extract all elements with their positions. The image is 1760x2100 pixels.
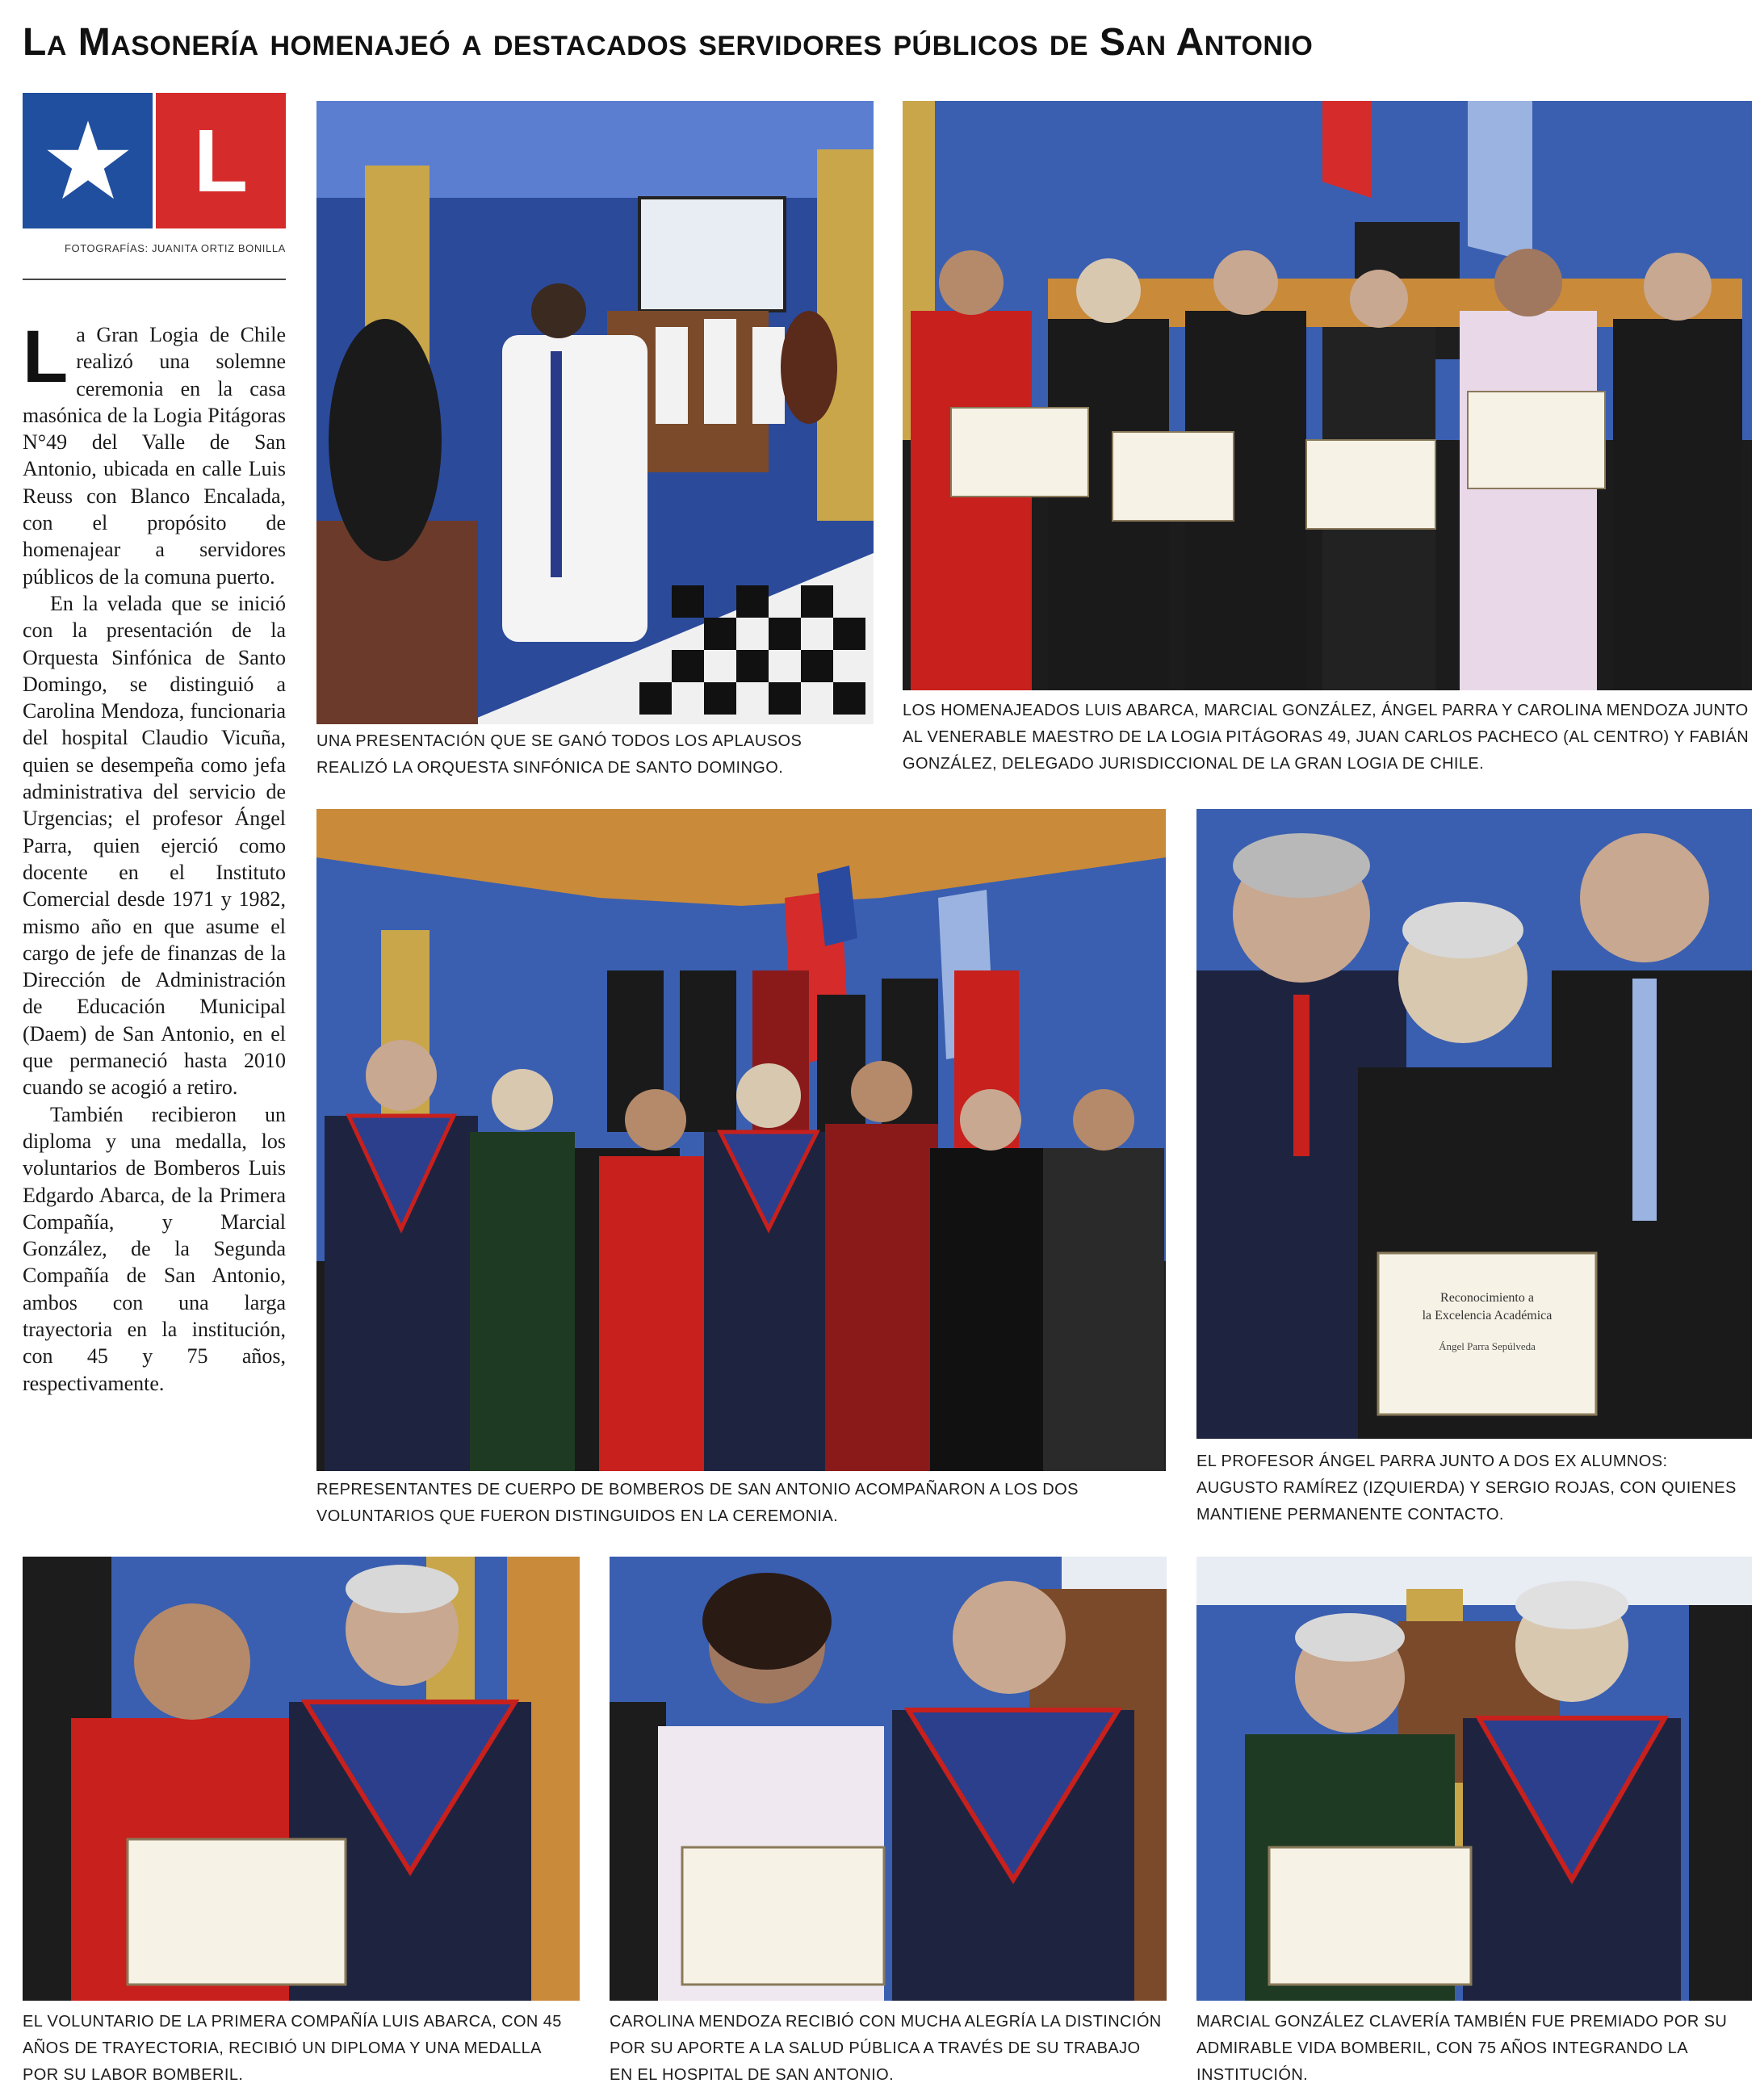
divider: [23, 279, 286, 280]
photo-gonzalez: [1196, 1557, 1752, 2001]
paragraph-3: También recibieron un diploma y una medalla, los voluntarios de Bomberos Luis Edgardo Abarca, de la Primera Compañía, y Marcial González, de la Segunda Compañía de San Antonio, ambos con una larga trayectoria en la institución, con 45 y 75 años, respectivamente.: [23, 1102, 286, 1395]
photo-honorees: [903, 101, 1752, 690]
article-body: [23, 316, 286, 1397]
caption-abarca: EL VOLUNTARIO DE LA PRIMERA COMPAÑÍA LUIS ABARCA, CON 45 AÑOS DE TRAYECTORIA, RECIBIÓ UN DIPLOMA Y UNA MEDALLA POR SU LABOR BOMBERIL.: [23, 2013, 562, 2084]
paragraph-2: En la velada que se inició con la presentación de la Orquesta Sinfónica de Santo Domingo, se distinguió a Carolina Mendoza, funcionaria del hospital Claudio Vicuña, quien se desempeña como jefa administrativa del servicio de Urgencias; el profesor Ángel Parra, quien ejerció como docente en el Instituto Comercial desde 1971 y 1982, mismo año en que asume el cargo de jefe de finanzas de la Dirección de Administración de Educación Municipal (Daem) de San Antonio, en el que permaneció hasta 2010 cuando se acogió a retiro.: [23, 591, 286, 1100]
caption-firefighters: REPRESENTANTES DE CUERPO DE BOMBEROS DE SAN ANTONIO ACOMPAÑARON A LOS DOS VOLUNTARIOS QUE FUERON DISTINGUIDOS EN LA CEREMONIA.: [316, 1481, 1079, 1525]
caption-parra: EL PROFESOR ÁNGEL PARRA JUNTO A DOS EX ALUMNOS: AUGUSTO RAMÍREZ (IZQUIERDA) Y SERGIO ROJAS, CON QUIENES MANTIENE PERMANENTE CONTACTO.: [1196, 1452, 1737, 1524]
diploma-title-line1: Reconocimiento a: [1440, 1291, 1534, 1305]
photo-mendoza: [610, 1557, 1167, 2001]
photo-firefighters: [316, 809, 1166, 1471]
photo-orchestra: [316, 101, 874, 724]
drop-cap: L: [23, 316, 69, 398]
diploma-title-line2: la Excelencia Académica: [1422, 1309, 1553, 1322]
photo-abarca: [23, 1557, 580, 2001]
diploma-name: Ángel Parra Sepúlveda: [1439, 1340, 1536, 1352]
caption-gonzalez: MARCIAL GONZÁLEZ CLAVERÍA TAMBIÉN FUE PREMIADO POR SU ADMIRABLE VIDA BOMBERIL, CON 75 AÑOS INTEGRANDO LA INSTITUCIÓN.: [1196, 2013, 1728, 2084]
paragraph-1: La Gran Logia de Chile realizó una solemne ceremonia en la casa masónica de la Logia Pitágoras N°49 del Valle de San Antonio, ubicada en calle Luis Reuss con Blanco Encalada, con el propósito de homenajear a servidores públicos de la comuna puerto.: [23, 316, 286, 589]
caption-orchestra: UNA PRESENTACIÓN QUE SE GANÓ TODOS LOS APLAUSOS REALIZÓ LA ORQUESTA SINFÓNICA DE SANTO DOMINGO.: [316, 732, 802, 777]
photo-credit: FOTOGRAFÍAS: JUANITA ORTIZ BONILLA: [65, 242, 286, 254]
newspaper-logo: [23, 93, 286, 228]
headline: La Masonería homenajeó a destacados servidores públicos de San Antonio: [23, 21, 1314, 64]
caption-honorees: LOS HOMENAJEADOS LUIS ABARCA, MARCIAL GONZÁLEZ, ÁNGEL PARRA Y CAROLINA MENDOZA JUNTO AL VENERABLE MAESTRO DE LA LOGIA PITÁGORAS 49, JUAN CARLOS PACHECO (AL CENTRO) Y FABIÁN GONZÁLEZ, DELEGADO JURISDICCIONAL DE LA GRAN LOGIA DE CHILE.: [903, 702, 1750, 773]
star-icon: [23, 93, 153, 228]
caption-mendoza: CAROLINA MENDOZA RECIBIÓ CON MUCHA ALEGRÍA LA DISTINCIÓN POR SU APORTE A LA SALUD PÚBLICA A TRAVÉS DE SU TRABAJO EN EL HOSPITAL DE SAN ANTONIO.: [610, 2013, 1162, 2084]
photo-parra: [1196, 809, 1752, 1439]
logo-letter: L: [156, 93, 286, 228]
